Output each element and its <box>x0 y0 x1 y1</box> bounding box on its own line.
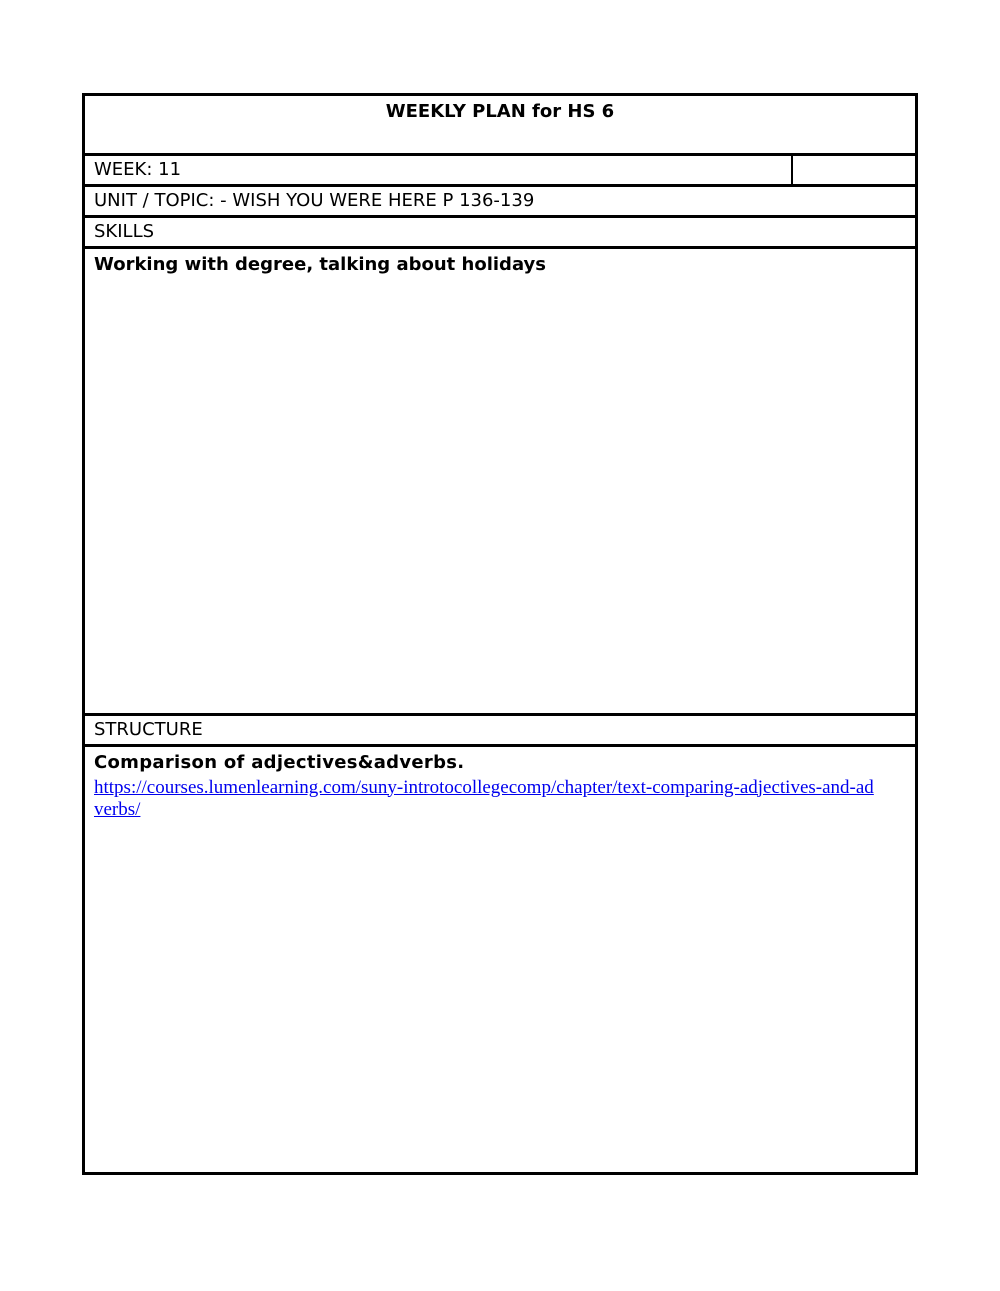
skills-content: Working with degree, talking about holidays <box>85 249 915 716</box>
structure-content <box>85 747 915 1172</box>
week-row <box>85 156 915 187</box>
week-extra-cell <box>793 156 915 184</box>
weekly-plan-table <box>82 93 918 1175</box>
week-label: WEEK: 11 <box>85 156 793 184</box>
skills-heading: SKILLS <box>85 218 915 249</box>
resource-link[interactable]: https://courses.lumenlearning.com/suny-introtocollegecomp/chapter/text-comparing-adjectives-and-adverbs/ <box>94 776 874 821</box>
structure-title: Comparison of adjectives&adverbs. <box>94 752 465 773</box>
unit-topic: UNIT / TOPIC: - WISH YOU WERE HERE P 136-139 <box>85 187 915 218</box>
plan-title: WEEKLY PLAN for HS 6 <box>85 96 915 156</box>
structure-heading: STRUCTURE <box>85 716 915 747</box>
